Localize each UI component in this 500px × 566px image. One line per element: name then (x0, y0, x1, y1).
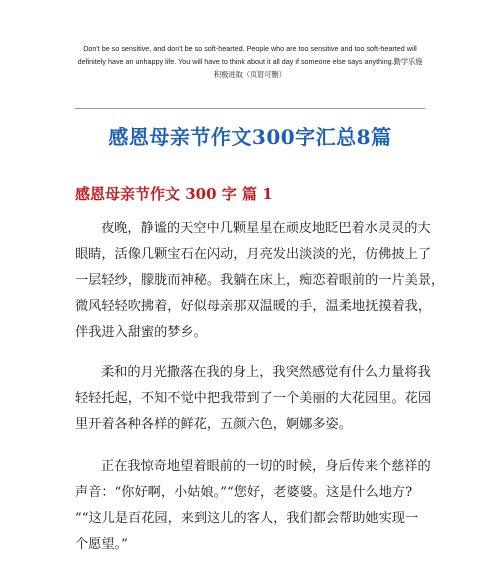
header-divider (75, 108, 425, 109)
paragraph-line: 一层轻纱，朦胧而神秘。我躺在床上，痴恋着眼前的一片美景， (75, 273, 445, 288)
paragraph-line: 伴我进入甜蜜的梦乡。 (75, 325, 207, 340)
header-line: 积极进取（页眉可删） (214, 70, 286, 79)
page-header (60, 42, 440, 81)
paragraph-line: 声音：“你好啊，小姑娘。”“您好，老婆婆。这是什么地方? (75, 485, 413, 500)
paragraph (75, 360, 435, 438)
paragraph-line: 里开着各种各样的鲜花，五颜六色，婀娜多姿。 (75, 417, 352, 432)
paragraph-line: 个愿望。” (75, 537, 128, 552)
header-line: definitely have an unhappy life. You will have to think about it all day if someone else says anything.勤学乐施 (77, 57, 423, 66)
document-title: 感恩母亲节作文300字汇总8篇 (108, 125, 392, 149)
paragraph (75, 454, 435, 558)
paragraph-line: 柔和的月光撒落在我的身上，我突然感觉有什么力量将我 (101, 365, 431, 380)
section-heading: 感恩母亲节作文 300 字 篇 1 (75, 185, 273, 203)
paragraph-line: ”“这儿是百花园，来到这儿的客人，我们都会帮助她实现一 (75, 511, 419, 526)
paragraph (75, 216, 445, 346)
paragraph-line: 夜晚，静谧的天空中几颗星星在顽皮地眨巴着水灵灵的大 (101, 221, 431, 236)
paragraph-line: 眼睛，活像几颗宝石在闪动，月亮发出淡淡的光，仿佛披上了 (75, 247, 432, 262)
header-line: Don't be so sensitive, and don't be so soft-hearted. People who are too sensitive and too soft-hearted will (83, 44, 417, 53)
paragraph-line: 轻轻托起，不知不觉中把我带到了一个美丽的大花园里。花园 (75, 391, 432, 406)
paragraph-line: 正在我惊奇地望着眼前的一切的时候，身后传来个慈祥的 (101, 459, 431, 474)
paragraph-line: 微风轻轻吹拂着，好似母亲那双温暖的手，温柔地抚摸着我， (75, 299, 432, 314)
